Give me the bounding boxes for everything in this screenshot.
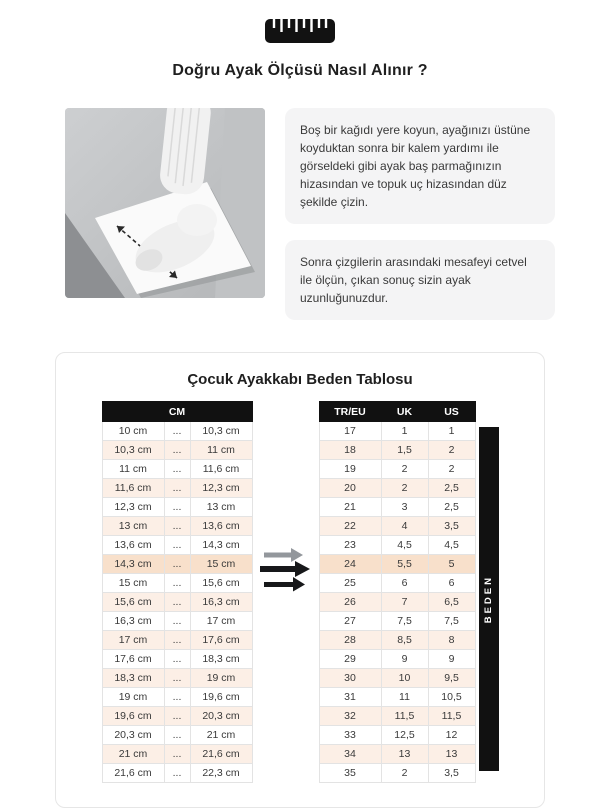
cm-table-row <box>102 536 252 555</box>
cm-table-row <box>102 479 252 498</box>
cm-table-row <box>102 574 252 593</box>
cm-range-separator: ... <box>164 612 190 631</box>
cm-table-row <box>102 555 252 574</box>
cm-min-value: 17 cm <box>102 631 164 650</box>
size-us-value: 5 <box>428 555 475 574</box>
cm-range-separator: ... <box>164 555 190 574</box>
size-uk-value: 12,5 <box>381 726 428 745</box>
cm-max-value: 13,6 cm <box>190 517 252 536</box>
size-uk-value: 11 <box>381 688 428 707</box>
size-us-value: 3,5 <box>428 517 475 536</box>
size-table-row <box>319 745 475 764</box>
size-table-row <box>319 764 475 783</box>
size-us-value: 2,5 <box>428 498 475 517</box>
size-tr-eu-value: 31 <box>319 688 381 707</box>
size-table-row <box>319 460 475 479</box>
size-us-value: 13 <box>428 745 475 764</box>
cm-max-value: 22,3 cm <box>190 764 252 783</box>
size-tr-eu-value: 34 <box>319 745 381 764</box>
size-us-value: 3,5 <box>428 764 475 783</box>
cm-range-separator: ... <box>164 517 190 536</box>
size-table-row <box>319 593 475 612</box>
cm-max-value: 20,3 cm <box>190 707 252 726</box>
cm-max-value: 18,3 cm <box>190 650 252 669</box>
size-tr-eu-value: 21 <box>319 498 381 517</box>
cm-min-value: 14,3 cm <box>102 555 164 574</box>
size-us-value: 10,5 <box>428 688 475 707</box>
size-us-value: 11,5 <box>428 707 475 726</box>
cm-range-separator: ... <box>164 574 190 593</box>
size-table-row <box>319 574 475 593</box>
cm-range-separator: ... <box>164 422 190 441</box>
size-tr-eu-value: 20 <box>319 479 381 498</box>
size-us-value: 9,5 <box>428 669 475 688</box>
cm-table-row <box>102 650 252 669</box>
cm-table-row <box>102 441 252 460</box>
cm-table-row <box>102 517 252 536</box>
size-uk-value: 11,5 <box>381 707 428 726</box>
size-uk-value: 13 <box>381 745 428 764</box>
cm-max-value: 12,3 cm <box>190 479 252 498</box>
size-table-row <box>319 707 475 726</box>
size-us-value: 2 <box>428 441 475 460</box>
cm-max-value: 15 cm <box>190 555 252 574</box>
size-table-row <box>319 555 475 574</box>
page-title: Doğru Ayak Ölçüsü Nasıl Alınır ? <box>172 62 428 79</box>
size-table-row <box>319 422 475 441</box>
cm-table-row <box>102 688 252 707</box>
cm-min-value: 10 cm <box>102 422 164 441</box>
cm-range-separator: ... <box>164 441 190 460</box>
cm-table-row <box>102 422 252 441</box>
cm-table-row <box>102 498 252 517</box>
size-tr-eu-value: 32 <box>319 707 381 726</box>
size-uk-value: 10 <box>381 669 428 688</box>
cm-min-value: 12,3 cm <box>102 498 164 517</box>
size-table-header-us: US <box>428 402 475 422</box>
instruction-step-1: Boş bir kağıdı yere koyun, ayağınızı üstüne koyduktan sonra bir kalem yardımı ile görseldeki gibi ayak baş parmağınızın hizasından ve topuk uç hizasından düz şekilde çizin. <box>285 108 555 224</box>
size-uk-value: 1,5 <box>381 441 428 460</box>
cm-table-row <box>102 612 252 631</box>
size-tr-eu-value: 19 <box>319 460 381 479</box>
cm-max-value: 15,6 cm <box>190 574 252 593</box>
how-to-measure-section <box>0 80 600 320</box>
cm-range-separator: ... <box>164 479 190 498</box>
cm-table-row <box>102 631 252 650</box>
size-uk-value: 2 <box>381 764 428 783</box>
size-tr-eu-value: 29 <box>319 650 381 669</box>
instruction-step-2: Sonra çizgilerin arasındaki mesafeyi cetvel ile ölçün, çıkan sonuç sizin ayak uzunluğunuzdur. <box>285 240 555 320</box>
cm-table-header: CM <box>102 402 252 422</box>
cm-range-separator: ... <box>164 498 190 517</box>
size-table-body <box>319 422 475 783</box>
cm-range-separator: ... <box>164 745 190 764</box>
size-table-row <box>319 441 475 460</box>
cm-range-separator: ... <box>164 726 190 745</box>
cm-range-separator: ... <box>164 460 190 479</box>
size-chart-card <box>55 352 545 808</box>
size-us-value: 12 <box>428 726 475 745</box>
cm-min-value: 13 cm <box>102 517 164 536</box>
size-chart-title: Çocuk Ayakkabı Beden Tablosu <box>187 371 413 388</box>
cm-max-value: 21,6 cm <box>190 745 252 764</box>
cm-table-row <box>102 460 252 479</box>
foot-on-paper-measurement-photo <box>65 108 265 298</box>
size-tr-eu-value: 30 <box>319 669 381 688</box>
size-uk-value: 2 <box>381 479 428 498</box>
cm-min-value: 15 cm <box>102 574 164 593</box>
cm-max-value: 13 cm <box>190 498 252 517</box>
size-tr-eu-value: 33 <box>319 726 381 745</box>
cm-min-value: 13,6 cm <box>102 536 164 555</box>
cm-min-value: 11,6 cm <box>102 479 164 498</box>
cm-min-value: 17,6 cm <box>102 650 164 669</box>
size-us-value: 2,5 <box>428 479 475 498</box>
size-table-row <box>319 669 475 688</box>
cm-table <box>102 401 253 783</box>
size-tr-eu-value: 27 <box>319 612 381 631</box>
size-tr-eu-value: 35 <box>319 764 381 783</box>
size-table-row <box>319 517 475 536</box>
size-tr-eu-value: 23 <box>319 536 381 555</box>
size-uk-value: 9 <box>381 650 428 669</box>
size-uk-value: 7,5 <box>381 612 428 631</box>
cm-table-row <box>102 707 252 726</box>
cm-table-row <box>102 745 252 764</box>
size-table-row <box>319 631 475 650</box>
cm-range-separator: ... <box>164 688 190 707</box>
size-chart-tables <box>56 401 544 783</box>
size-tr-eu-value: 17 <box>319 422 381 441</box>
size-tr-eu-value: 25 <box>319 574 381 593</box>
cm-max-value: 17 cm <box>190 612 252 631</box>
size-tr-eu-value: 24 <box>319 555 381 574</box>
cm-table-row <box>102 764 252 783</box>
cm-max-value: 17,6 cm <box>190 631 252 650</box>
size-us-value: 1 <box>428 422 475 441</box>
cm-max-value: 19 cm <box>190 669 252 688</box>
cm-max-value: 21 cm <box>190 726 252 745</box>
cm-table-body <box>102 422 252 783</box>
cm-range-separator: ... <box>164 631 190 650</box>
beden-bar-wrap <box>479 401 499 783</box>
size-table-row <box>319 536 475 555</box>
size-table-row <box>319 726 475 745</box>
cm-max-value: 10,3 cm <box>190 422 252 441</box>
size-table-row <box>319 688 475 707</box>
size-uk-value: 2 <box>381 460 428 479</box>
size-table <box>319 401 476 783</box>
cm-min-value: 18,3 cm <box>102 669 164 688</box>
beden-bar <box>479 427 499 771</box>
cm-min-value: 19,6 cm <box>102 707 164 726</box>
size-tr-eu-value: 26 <box>319 593 381 612</box>
size-table-row <box>319 479 475 498</box>
size-uk-value: 8,5 <box>381 631 428 650</box>
cm-min-value: 11 cm <box>102 460 164 479</box>
size-uk-value: 6 <box>381 574 428 593</box>
size-uk-value: 5,5 <box>381 555 428 574</box>
size-table-header-row <box>319 402 475 422</box>
cm-table-row <box>102 726 252 745</box>
size-tr-eu-value: 22 <box>319 517 381 536</box>
cm-table-header-row <box>102 402 252 422</box>
cm-max-value: 14,3 cm <box>190 536 252 555</box>
size-us-value: 4,5 <box>428 536 475 555</box>
size-table-row <box>319 498 475 517</box>
cm-max-value: 11 cm <box>190 441 252 460</box>
cm-max-value: 19,6 cm <box>190 688 252 707</box>
cm-min-value: 19 cm <box>102 688 164 707</box>
size-table-row <box>319 612 475 631</box>
size-us-value: 8 <box>428 631 475 650</box>
size-us-value: 6 <box>428 574 475 593</box>
beden-label: BEDEN <box>483 574 494 624</box>
cm-min-value: 21 cm <box>102 745 164 764</box>
cm-range-separator: ... <box>164 669 190 688</box>
instruction-steps <box>285 108 555 320</box>
cm-min-value: 16,3 cm <box>102 612 164 631</box>
cm-range-separator: ... <box>164 764 190 783</box>
double-right-arrows-icon <box>259 547 313 593</box>
size-table-row <box>319 650 475 669</box>
size-uk-value: 4 <box>381 517 428 536</box>
size-uk-value: 1 <box>381 422 428 441</box>
size-us-value: 2 <box>428 460 475 479</box>
cm-max-value: 11,6 cm <box>190 460 252 479</box>
size-table-header-uk: UK <box>381 402 428 422</box>
cm-max-value: 16,3 cm <box>190 593 252 612</box>
size-tr-eu-value: 28 <box>319 631 381 650</box>
cm-range-separator: ... <box>164 650 190 669</box>
cm-table-row <box>102 593 252 612</box>
cm-range-separator: ... <box>164 593 190 612</box>
size-tr-eu-value: 18 <box>319 441 381 460</box>
size-uk-value: 4,5 <box>381 536 428 555</box>
cm-table-row <box>102 669 252 688</box>
cm-range-separator: ... <box>164 536 190 555</box>
cm-min-value: 20,3 cm <box>102 726 164 745</box>
size-uk-value: 7 <box>381 593 428 612</box>
size-us-value: 9 <box>428 650 475 669</box>
cm-min-value: 21,6 cm <box>102 764 164 783</box>
cm-min-value: 10,3 cm <box>102 441 164 460</box>
size-us-value: 7,5 <box>428 612 475 631</box>
size-us-value: 6,5 <box>428 593 475 612</box>
cm-min-value: 15,6 cm <box>102 593 164 612</box>
cm-range-separator: ... <box>164 707 190 726</box>
ruler-icon <box>0 0 600 46</box>
size-uk-value: 3 <box>381 498 428 517</box>
size-table-header-tr-eu: TR/EU <box>319 402 381 422</box>
